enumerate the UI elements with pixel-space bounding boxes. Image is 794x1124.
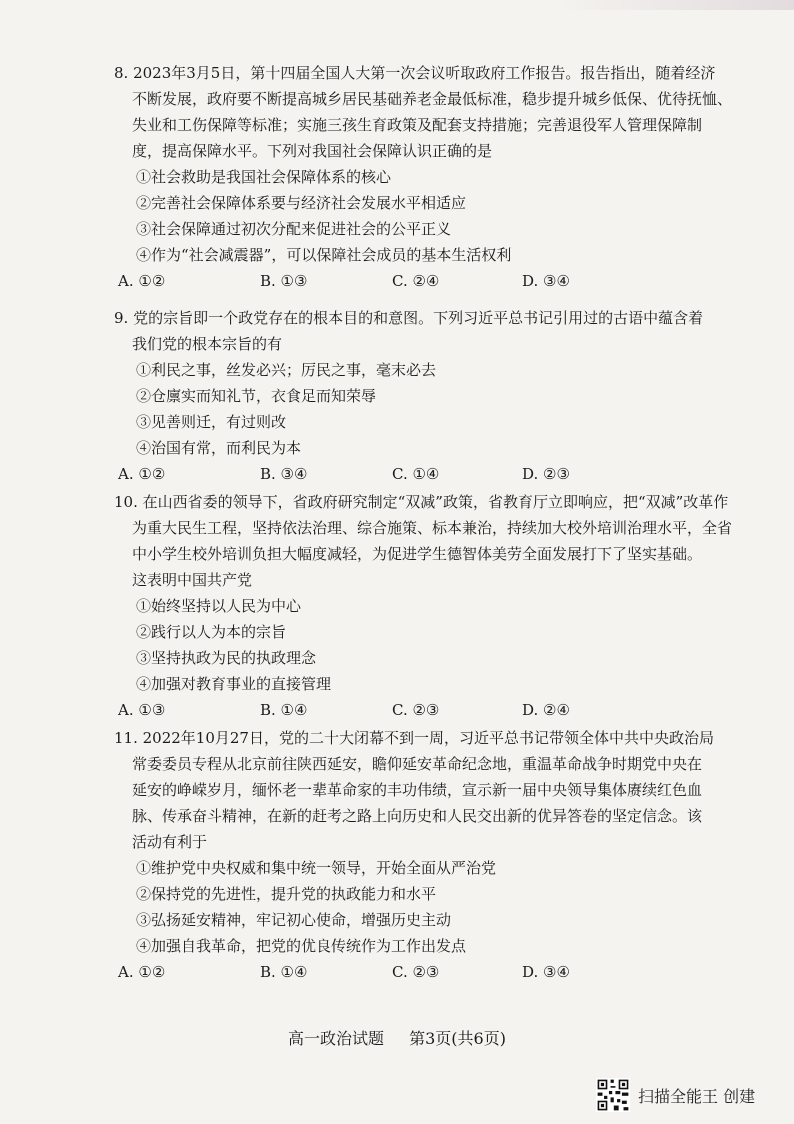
- choice-c: C. ②③: [392, 701, 440, 719]
- choice-a: A. ①②: [118, 963, 166, 981]
- statement-option: ④作为“社会减震器”，可以保障社会成员的基本生活权利: [136, 246, 512, 264]
- choice-b: B. ①④: [260, 963, 308, 981]
- page-footer: [0, 1028, 794, 1050]
- question-stem-line: 11. 2022年10月27日，党的二十大闭幕不到一周，习近平总书记带领全体中共中央政治局: [114, 729, 714, 747]
- statement-option: ①维护党中央权威和集中统一领导，开始全面从严治党: [136, 859, 497, 877]
- question-stem-line: 我们党的根本宗旨的有: [132, 335, 283, 353]
- question-stem-line: 这表明中国共产党: [132, 571, 253, 589]
- watermark-text: 扫描全能王 创建: [638, 1086, 756, 1106]
- statement-option: ③见善则迁，有过则改: [136, 413, 287, 431]
- statement-option: ①社会救助是我国社会保障体系的核心: [136, 168, 392, 186]
- question-stem-line: 失业和工伤保障等标准；实施三孩生育政策及配套支持措施；完善退役军人管理保障制: [132, 116, 703, 134]
- question-10: [114, 489, 733, 723]
- statement-option: ①始终坚持以人民为中心: [136, 597, 302, 615]
- scanner-watermark: [596, 1076, 755, 1114]
- statement-option: ④加强自我革命，把党的优良传统作为工作出发点: [136, 937, 467, 955]
- statement-option: ③社会保障通过初次分配来促进社会的公平正义: [136, 220, 452, 238]
- statement-option: ③坚持执政为民的执政理念: [136, 649, 317, 667]
- question-stem-line: 9. 党的宗旨即一个政党存在的根本目的和意图。下列习近平总书记引用过的古语中蕴含着: [114, 309, 704, 327]
- statement-option: ③弘扬延安精神，牢记初心使命，增强历史主动: [136, 911, 452, 929]
- choice-a: A. ①③: [118, 701, 166, 719]
- choice-b: B. ③④: [260, 465, 308, 483]
- question-stem-line: 脉、传承奋斗精神，在新的赶考之路上向历史和人民交出新的优异答卷的坚定信念。该: [132, 807, 703, 825]
- question-11: [114, 725, 728, 985]
- question-stem-line: 度，提高保障水平。下列对我国社会保障认识正确的是: [132, 142, 493, 160]
- question-stem-line: 常委委员专程从北京前往陕西延安，瞻仰延安革命纪念地，重温革命战争时期党中央在: [132, 755, 703, 773]
- choice-d: D. ③④: [522, 272, 570, 290]
- footer-subject: 高一政治试题: [288, 1029, 385, 1048]
- choice-d: D. ③④: [522, 963, 570, 981]
- choice-a: A. ①②: [118, 272, 166, 290]
- choice-c: C. ②③: [392, 963, 440, 981]
- statement-option: ②完善社会保障体系要与经济社会发展水平相适应: [136, 194, 467, 212]
- question-stem-line: 不断发展，政府要不断提高城乡居民基础养老金最低标准，稳步提升城乡低保、优待抚恤、: [132, 90, 733, 108]
- statement-option: ①利民之事，丝发必兴；厉民之事，毫末必去: [136, 361, 437, 379]
- question-8: [114, 60, 733, 294]
- choice-c: C. ②④: [392, 272, 440, 290]
- answer-choices: [118, 461, 728, 487]
- statement-option: ④治国有常，而利民为本: [136, 439, 302, 457]
- choice-b: B. ①④: [260, 701, 308, 719]
- footer-page-number: 第3页(共6页): [409, 1029, 506, 1048]
- statement-option: ②仓廪实而知礼节，衣食足而知荣辱: [136, 387, 377, 405]
- question-stem-line: 活动有利于: [132, 833, 208, 851]
- question-stem-line: 延安的峥嵘岁月，缅怀老一辈革命家的丰功伟绩，宣示新一届中央领导集体赓续红色血: [132, 781, 703, 799]
- answer-choices: [118, 959, 728, 985]
- statement-option: ④加强对教育事业的直接管理: [136, 675, 332, 693]
- choice-d: D. ②③: [522, 465, 570, 483]
- choice-d: D. ②④: [522, 701, 570, 719]
- question-stem-line: 10. 在山西省委的领导下，省政府研究制定“双减”政策，省教育厅立即响应，把“双减”改革作: [114, 493, 729, 511]
- question-stem-line: 为重大民生工程，坚持依法治理、综合施策、标本兼治，持续加大校外培训治理水平，全省: [132, 519, 733, 537]
- statement-option: ②践行以人为本的宗旨: [136, 623, 287, 641]
- answer-choices: [118, 268, 728, 294]
- question-stem-line: 中小学生校外培训负担大幅度减轻，为促进学生德智体美劳全面发展打下了坚实基础。: [132, 545, 703, 563]
- choice-b: B. ①③: [260, 272, 308, 290]
- choice-a: A. ①②: [118, 465, 166, 483]
- question-stem-line: 8. 2023年3月5日，第十四届全国人大第一次会议听取政府工作报告。报告指出，随着经济: [114, 64, 716, 82]
- choice-c: C. ①④: [392, 465, 440, 483]
- scan-edge-mark: [560, 0, 794, 10]
- question-9: [114, 305, 728, 487]
- statement-option: ②保持党的先进性，提升党的执政能力和水平: [136, 885, 437, 903]
- answer-choices: [118, 697, 728, 723]
- qr-code-icon: [596, 1078, 630, 1112]
